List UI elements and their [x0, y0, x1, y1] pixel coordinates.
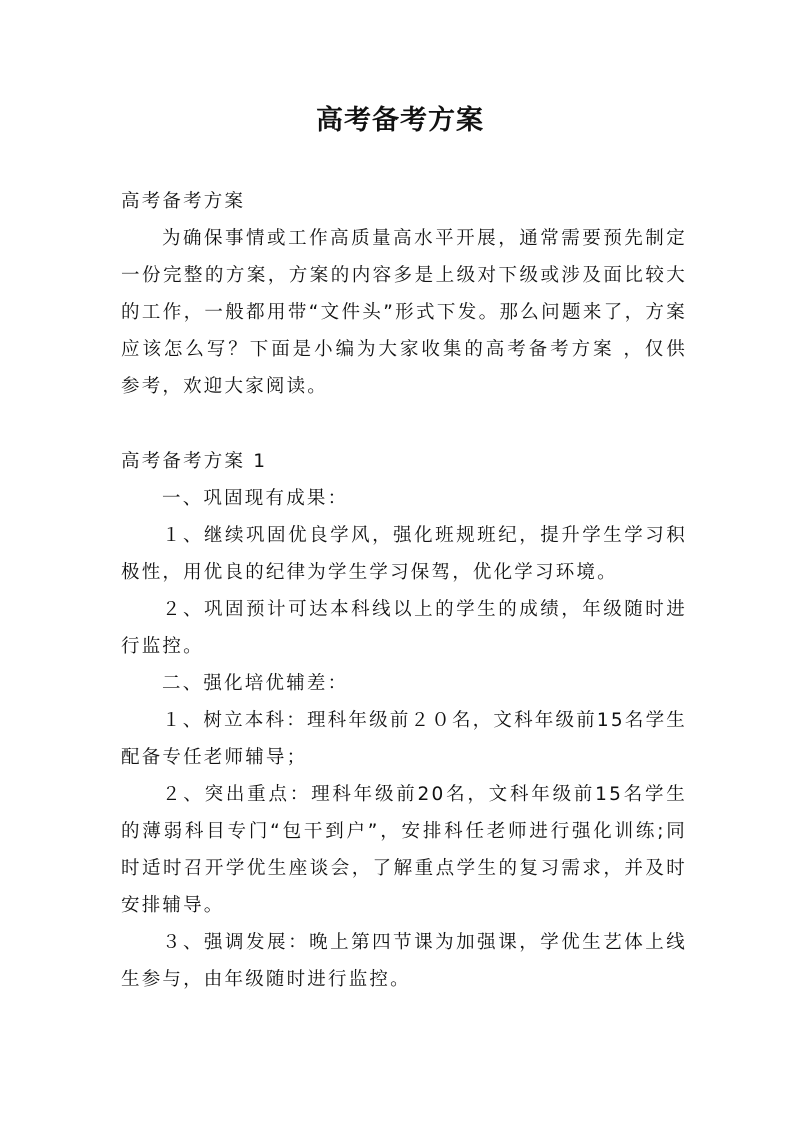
paragraph-item-2-2: ２、突出重点：理科年级前20名，文科年级前15名学生的薄弱科目专门“包干到户”，安排科任老师进行强化训练;同时适时召开学优生座谈会，了解重点学生的复习需求，并及时安排辅导。 — [121, 784, 687, 916]
document-body — [121, 183, 687, 998]
document-title: 高考备考方案 — [316, 105, 484, 136]
paragraph-item-1-1: １、继续巩固优良学风，强化班规班纪，提升学生学习积极性，用优良的纪律为学生学习保驾，优化学习环境。 — [121, 525, 687, 583]
paragraph-item-2-1: １、树立本科：理科年级前２０名，文科年级前15名学生配备专任老师辅导； — [121, 710, 687, 768]
intro-heading: 高考备考方案 — [121, 191, 246, 212]
paragraph-item-2-3: ３、强调发展：晚上第四节课为加强课，学优生艺体上线生参与，由年级随时进行监控。 — [121, 932, 687, 990]
section-heading: 高考备考方案 1 — [121, 451, 268, 472]
paragraph-outline-2: 二、强化培优辅差： — [162, 673, 349, 694]
intro-paragraph: 为确保事情或工作高质量高水平开展，通常需要预先制定一份完整的方案，方案的内容多是上级对下级或涉及面比较大的工作，一般都用带“文件头”形式下发。那么问题来了，方案应该怎么写？下面是小编为大家收集的高考备考方案 ，仅供参考，欢迎大家阅读。 — [121, 228, 687, 397]
paragraph-outline-1: 一、巩固现有成果： — [162, 488, 349, 509]
paragraph-item-1-2: ２、巩固预计可达本科线以上的学生的成绩，年级随时进行监控。 — [121, 599, 687, 657]
